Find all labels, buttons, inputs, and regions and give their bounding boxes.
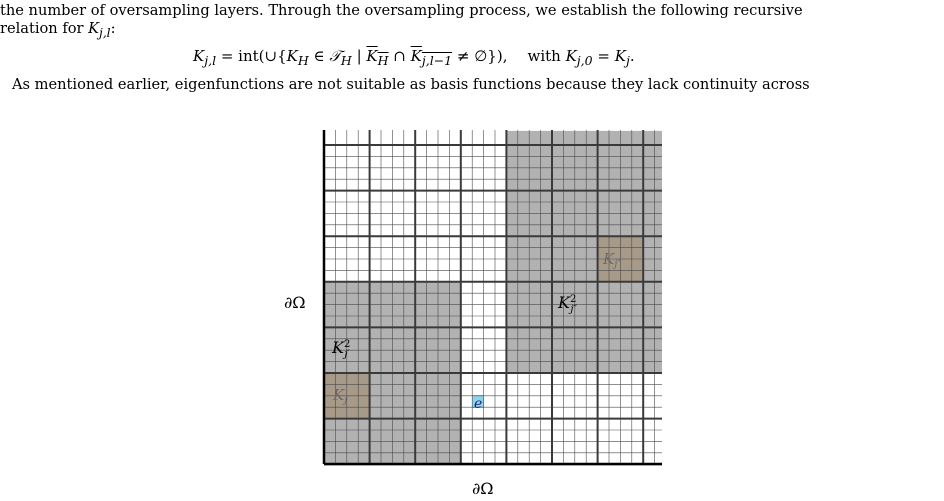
math-var: K	[410, 47, 422, 65]
math-sub: H	[297, 53, 309, 68]
math-op: =	[592, 47, 615, 65]
math-var: K	[88, 20, 100, 37]
text-span: :	[110, 20, 116, 37]
math-sub: j	[625, 53, 630, 68]
math-sub: H	[340, 53, 352, 68]
math-op: = int(∪{	[216, 47, 287, 65]
element-kjp-label: $K_{j'}$	[333, 386, 350, 406]
edge-e-label: e	[474, 396, 483, 412]
math-op: ∈	[308, 47, 330, 65]
patch-kjpp2-label: $K^2$ j″	[558, 293, 578, 315]
math-op: ∩	[388, 47, 411, 65]
math-var: K	[614, 47, 626, 65]
boundary-left-label: ∂Ω	[284, 293, 306, 312]
math-var: K	[565, 47, 577, 65]
math-var: K	[193, 47, 205, 65]
math-sub: j,l	[204, 53, 217, 68]
text-span: relation for	[0, 20, 89, 37]
math-op: |	[351, 47, 367, 65]
patch-kjp2-label: $K^2$ j′	[332, 338, 351, 360]
shaded-regions	[324, 131, 662, 464]
math-var: K	[286, 47, 298, 65]
math-sub: j,l	[99, 25, 111, 40]
math-sub: H	[377, 53, 389, 68]
math-sub: j,0	[576, 53, 593, 68]
math-text: with	[527, 47, 566, 65]
math-sub: j,l−1	[421, 53, 453, 68]
boundary-bottom-label: ∂Ω	[472, 479, 494, 498]
math-op: .	[629, 47, 635, 65]
math-var: 𝒯	[329, 47, 341, 65]
paragraph-line-1: the number of oversampling layers. Through the oversampling process, we establish the following recursive	[0, 2, 803, 19]
math-op: ≠ ∅}),	[452, 47, 508, 65]
math-var: K	[366, 47, 378, 65]
paragraph-line-3: As mentioned earlier, eigenfunctions are not suitable as basis functions because they lack continuity across	[12, 76, 810, 93]
element-kjpp-label: $K_{j''}$	[603, 250, 622, 270]
